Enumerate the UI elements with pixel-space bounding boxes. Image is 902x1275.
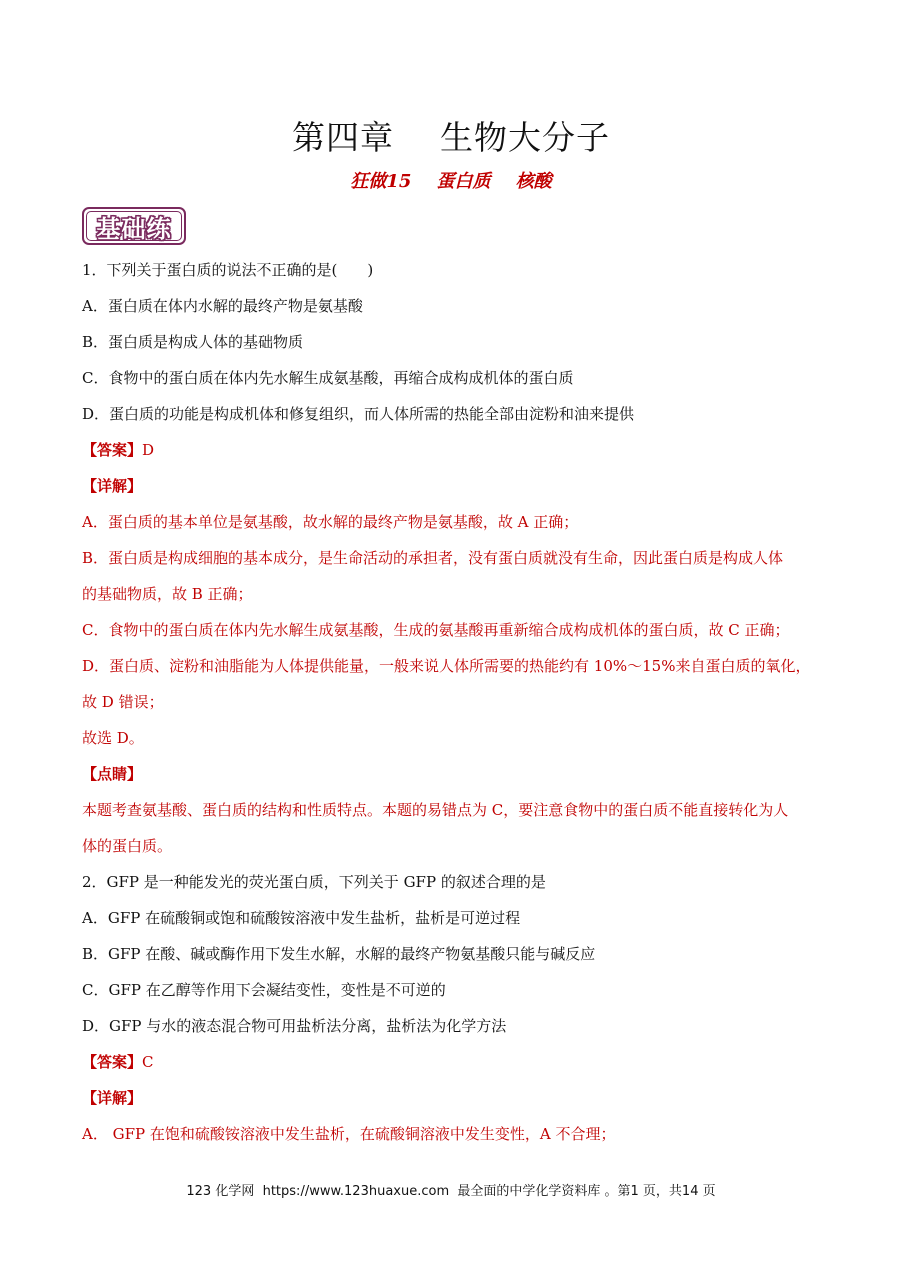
question-2-option-c: C．GFP 在乙醇等作用下会凝结变性，变性是不可逆的 xyxy=(82,981,446,999)
question-1-option-d: D．蛋白质的功能是构成机体和修复组织，而人体所需的热能全部由淀粉和油来提供 xyxy=(82,405,635,423)
question-1-option-b: B．蛋白质是构成人体的基础物质 xyxy=(82,333,304,351)
question-1-option-c: C．食物中的蛋白质在体内先水解生成氨基酸，再缩合成构成机体的蛋白质 xyxy=(82,369,574,387)
answer-value: D xyxy=(142,441,155,459)
answer-label: 【答案】 xyxy=(82,1053,143,1071)
section-badge xyxy=(82,207,186,245)
question-1-point-line: 本题考查氨基酸、蛋白质的结构和性质特点。本题的易错点为 C，要注意食物中的蛋白质不能直接转化为人 xyxy=(82,801,789,819)
question-1-explain-line: 故 D 错误； xyxy=(82,693,164,711)
question-1-explain-line: 的基础物质，故 B 正确； xyxy=(82,585,253,603)
question-1-option-a: A．蛋白质在体内水解的最终产物是氨基酸 xyxy=(82,297,363,315)
lesson-subtitle: 狂做15 蛋白质 核酸 xyxy=(350,171,552,192)
question-1-point-line: 体的蛋白质。 xyxy=(82,837,173,855)
question-1-explain-line: C．食物中的蛋白质在体内先水解生成氨基酸，生成的氨基酸再重新缩合成构成机体的蛋白质，故 C 正确； xyxy=(82,621,790,639)
question-2-stem: 2．GFP 是一种能发光的荧光蛋白质，下列关于 GFP 的叙述合理的是 xyxy=(82,873,546,891)
question-1-explain-label: 【详解】 xyxy=(82,477,143,495)
question-2-option-a: A．GFP 在硫酸铜或饱和硫酸铵溶液中发生盐析，盐析是可逆过程 xyxy=(82,909,521,927)
question-1-answer xyxy=(82,440,842,460)
question-1-explain-line: D．蛋白质、淀粉和油脂能为人体提供能量，一般来说人体所需要的热能约有 10%～15%来自蛋白质的氧化， xyxy=(82,657,811,675)
question-2-explain-line: A． GFP 在饱和硫酸铵溶液中发生盐析，在硫酸铜溶液中发生变性，A 不合理； xyxy=(82,1125,616,1143)
question-1-explain-line: 故选 D。 xyxy=(82,729,144,747)
answer-label: 【答案】 xyxy=(82,441,143,459)
question-1-explain-line: B．蛋白质是构成细胞的基本成分，是生命活动的承担者，没有蛋白质就没有生命，因此蛋白质是构成人体 xyxy=(82,549,784,567)
question-2-option-d: D．GFP 与水的液态混合物可用盐析法分离，盐析法为化学方法 xyxy=(82,1017,507,1035)
chapter-title: 第四章 生物大分子 xyxy=(292,118,610,157)
page-footer: 123 化学网 https://www.123huaxue.com 最全面的中学化学资料库 。第1 页，共14 页 xyxy=(186,1184,716,1199)
question-2-explain-label: 【详解】 xyxy=(82,1089,143,1107)
question-1-stem: 1．下列关于蛋白质的说法不正确的是( ) xyxy=(82,261,374,279)
question-1-explain-line: A．蛋白质的基本单位是氨基酸，故水解的最终产物是氨基酸，故 A 正确； xyxy=(82,513,579,531)
question-1-point-label: 【点睛】 xyxy=(82,765,143,783)
question-2-answer xyxy=(82,1052,842,1072)
question-2-option-b: B．GFP 在酸、碱或酶作用下发生水解，水解的最终产物氨基酸只能与碱反应 xyxy=(82,945,596,963)
answer-value: C xyxy=(142,1053,154,1071)
section-badge-label: 基础练 xyxy=(86,211,182,241)
